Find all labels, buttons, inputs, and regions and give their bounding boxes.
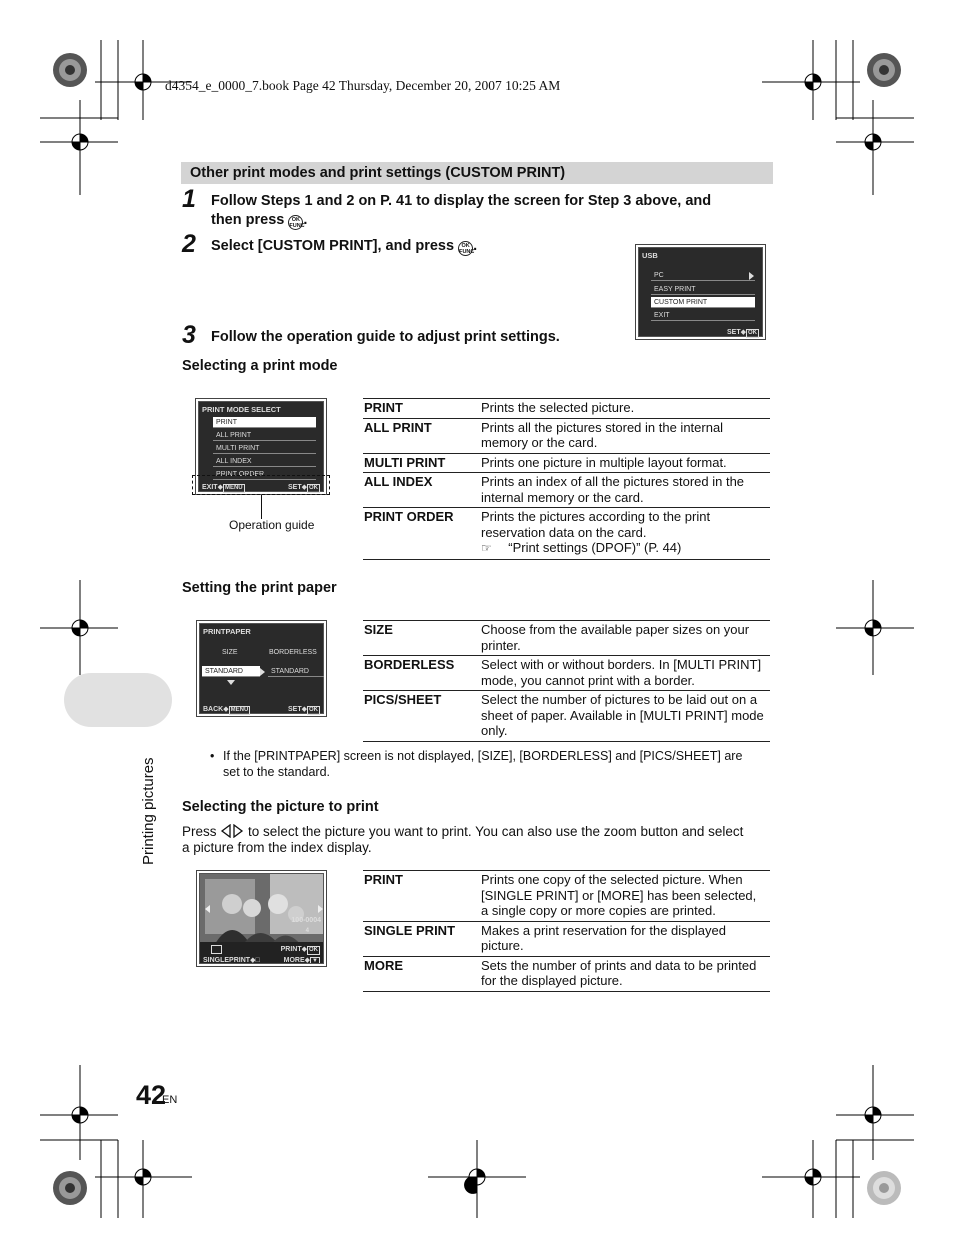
zoom-index-icon <box>211 945 222 954</box>
chapter-label: Printing pictures <box>140 757 157 865</box>
section-title: Other print modes and print settings (CUSTOM PRINT) <box>190 165 566 181</box>
mode-item-multi-print[interactable]: MULTI PRINT <box>213 443 316 454</box>
print-mode-table <box>363 398 770 560</box>
single-print-footer: SINGLEPRINT◆□ <box>203 957 260 964</box>
paper-col-borderless: BORDERLESS <box>269 649 317 656</box>
book-header: d4354_e_0000_7.book Page 42 Thursday, December 20, 2007 10:25 AM <box>165 78 561 93</box>
table-row: SIZE Choose from the available paper sizes on your printer. <box>363 621 770 656</box>
step-2-text: Select [CUSTOM PRINT], and press OK FUNC. <box>211 238 478 255</box>
mode-item-print[interactable]: PRINT <box>213 417 316 428</box>
arrow-right-icon <box>260 668 265 676</box>
callout-line <box>261 495 262 519</box>
arrow-down-icon <box>227 680 235 685</box>
print-paper-screen <box>196 620 327 717</box>
print-paper-screen-title: PRINTPAPER <box>203 627 251 636</box>
page-number: 42 <box>136 1080 167 1110</box>
usb-item-exit[interactable]: EXIT <box>651 310 755 321</box>
copy-count-badge: 4 <box>305 928 309 934</box>
table-row: ALL PRINT Prints all the pictures stored in the internal memory or the card. <box>363 418 770 453</box>
table-row: MULTI PRINT Prints one picture in multiple layout format. <box>363 453 770 473</box>
picture-select-table <box>363 870 770 992</box>
print-footer: PRINT◆ OK <box>280 946 318 953</box>
table-row: PRINT Prints one copy of the selected picture. When [SINGLE PRINT] or [MORE] has been selected, a single copy or more copies are printed. <box>363 871 770 922</box>
chapter-tab <box>64 673 172 727</box>
prev-arrow-icon[interactable] <box>205 905 210 913</box>
table-row: SINGLE PRINT Makes a print reservation for the displayed picture. <box>363 921 770 956</box>
usb-footer: SET◆ OK <box>726 329 757 336</box>
print-paper-table <box>363 620 770 742</box>
mode-item-all-index[interactable]: ALL INDEX <box>213 456 316 467</box>
step-1-number: 1 <box>182 185 196 213</box>
print-mode-screen-title: PRINT MODE SELECT <box>202 405 281 414</box>
operation-guide-highlight <box>192 475 330 495</box>
step-3-number: 3 <box>182 321 196 349</box>
table-row: MORE Sets the number of prints and data to be printed for the displayed picture. <box>363 956 770 991</box>
step-3-text: Follow the operation guide to adjust print settings. <box>211 329 560 345</box>
print-mode-heading: Selecting a print mode <box>182 358 338 374</box>
table-row: BORDERLESS Select with or without borders. In [MULTI PRINT] mode, you cannot print with a border. <box>363 656 770 691</box>
mode-footer-exit: EXIT◆ MENU <box>202 484 243 491</box>
paper-note: • If the [PRINTPAPER] screen is not displayed, [SIZE], [BORDERLESS] and [PICS/SHEET] are set to the standard. <box>210 749 743 779</box>
file-number: 100-0004 <box>291 917 321 924</box>
operation-guide-label: Operation guide <box>229 518 315 532</box>
mode-footer-set: SET◆ OK <box>287 484 318 491</box>
step-2-number: 2 <box>182 230 196 258</box>
step-1-text: Follow Steps 1 and 2 on P. 41 to display the screen for Step 3 above, and then press OK FUNC. <box>211 193 712 229</box>
usb-item-pc[interactable]: PC <box>651 270 755 281</box>
step-1-line1: Follow Steps 1 and 2 on P. 41 to display the screen for Step 3 above, and <box>211 193 712 209</box>
usb-screen-title: USB <box>642 251 658 260</box>
paper-borderless-value[interactable]: STANDARD <box>268 666 324 677</box>
table-row: PRINT Prints the selected picture. <box>363 399 770 419</box>
ok-func-icon: OK FUNC <box>459 243 475 255</box>
reference-hand-icon: ☞ <box>481 541 492 555</box>
table-row: PRINT ORDER Prints the pictures according to the print reservation data on the card. ☞ “Print settings (DPOF)” (P. 44) <box>363 508 770 560</box>
picture-select-body: Press to select the picture you want to print. You can also use the zoom button and select a picture from the index display. <box>182 824 744 855</box>
usb-item-easy-print[interactable]: EASY PRINT <box>651 284 755 295</box>
table-row: PICS/SHEET Select the number of pictures to be laid out on a sheet of paper. Available in [MULTI PRINT] mode only. <box>363 691 770 742</box>
more-footer: MORE◆ ▼ <box>283 957 318 964</box>
usb-screen <box>635 244 766 340</box>
tray-icon: □ <box>255 957 260 964</box>
picture-select-screen <box>196 870 327 967</box>
paper-footer-set: SET◆ OK <box>287 706 318 713</box>
usb-item-custom-print[interactable]: CUSTOM PRINT <box>651 297 755 308</box>
paper-size-value[interactable]: STANDARD <box>202 666 260 677</box>
page-language: EN <box>162 1094 178 1106</box>
paper-col-size: SIZE <box>222 649 238 656</box>
table-row: ALL INDEX Prints an index of all the pictures stored in the internal memory or the card. <box>363 473 770 508</box>
mode-item-all-print[interactable]: ALL PRINT <box>213 430 316 441</box>
dpof-reference: “Print settings (DPOF)” (P. 44) <box>508 540 682 555</box>
mode-item-print-order[interactable]: PRINT ORDER <box>213 469 316 480</box>
next-arrow-icon[interactable] <box>318 905 323 913</box>
step-1-line2: then press <box>211 212 285 228</box>
picture-select-heading: Selecting the picture to print <box>182 799 379 815</box>
ok-func-icon: OK FUNC <box>289 217 305 229</box>
arrow-right-icon <box>749 272 754 280</box>
print-paper-heading: Setting the print paper <box>182 580 337 596</box>
paper-footer-back: BACK◆ MENU <box>203 706 249 713</box>
left-right-arrow-icon <box>220 824 244 838</box>
